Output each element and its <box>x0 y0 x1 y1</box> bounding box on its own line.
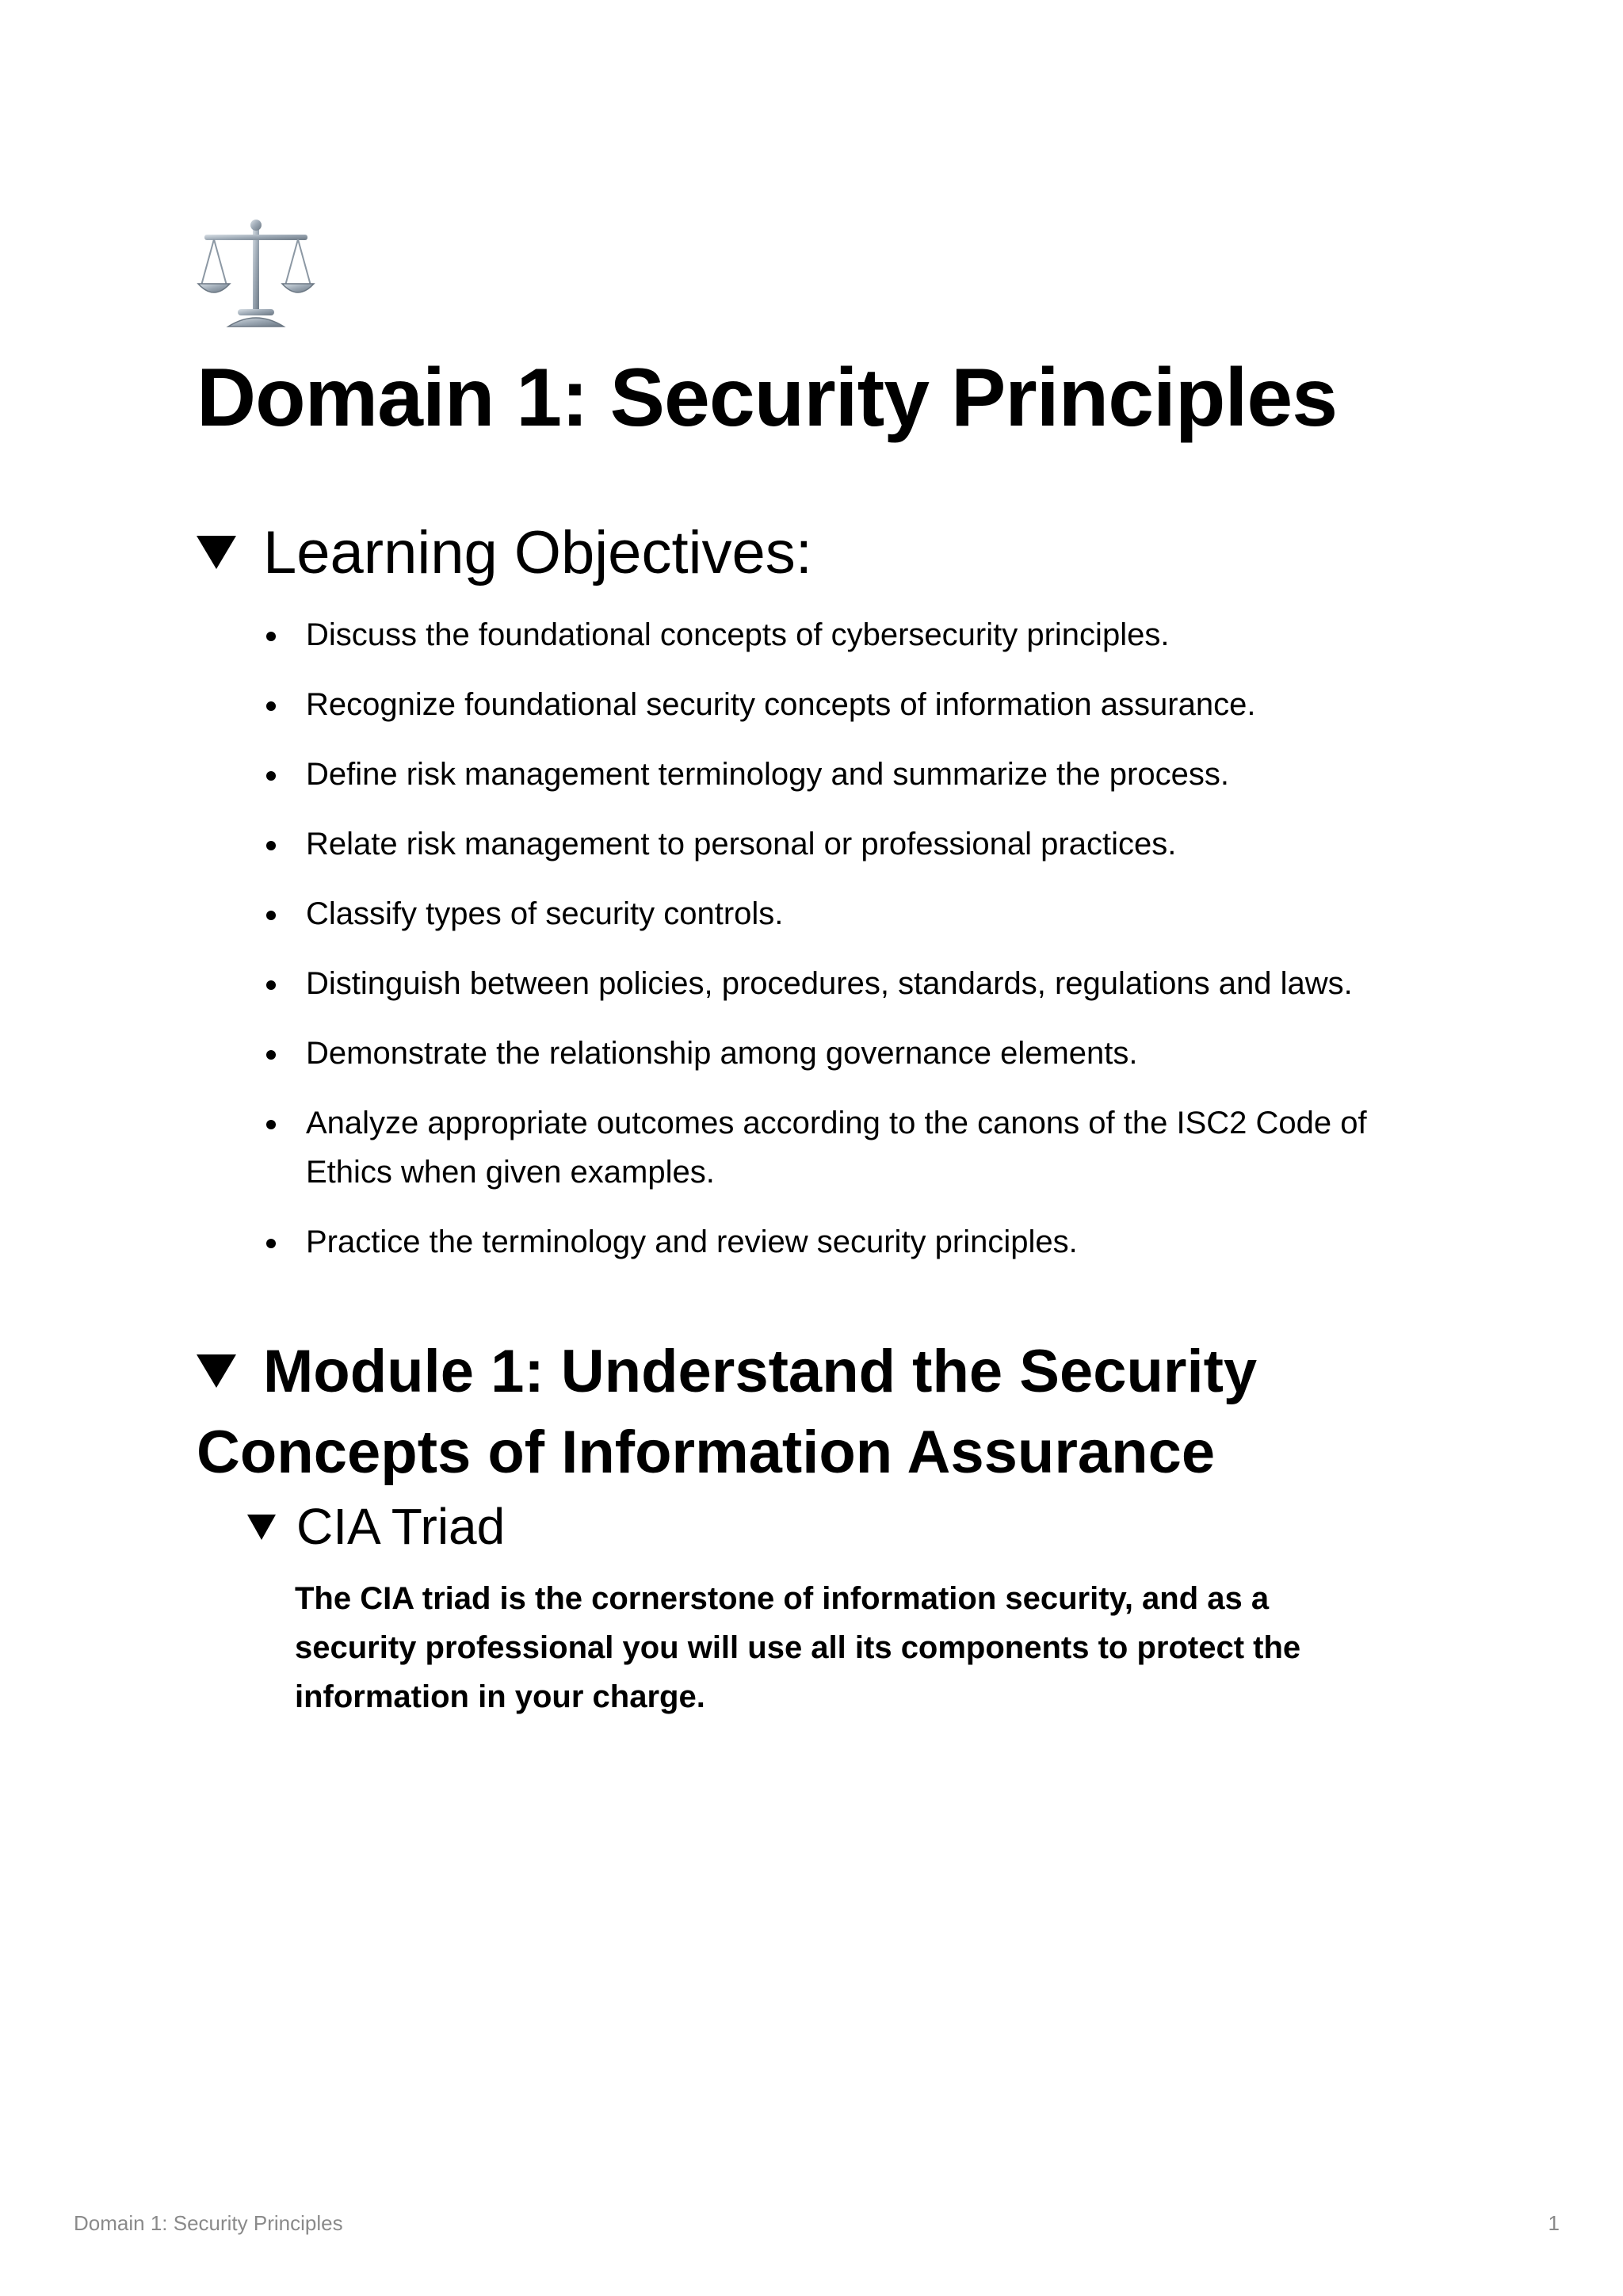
list-item: Relate risk management to personal or professional practices. <box>266 819 1392 869</box>
page-number: 1 <box>1548 2211 1560 2235</box>
list-item: Analyze appropriate outcomes according to the canons of the ISC2 Code of Ethics when given examples. <box>266 1098 1392 1197</box>
cia-triad-description: The CIA triad is the cornerstone of information security, and as a security professional you will use all its components to protect the information in your charge. <box>295 1581 1301 1714</box>
cia-triad-toggle[interactable] <box>247 1495 505 1558</box>
list-item: Recognize foundational security concepts of information assurance. <box>266 680 1392 729</box>
list-item: Practice the terminology and review security principles. <box>266 1217 1392 1266</box>
page-title: Domain 1: Security Principles <box>197 352 1338 444</box>
list-item: Discuss the foundational concepts of cybersecurity principles. <box>266 610 1392 659</box>
list-item: Distinguish between policies, procedures, standards, regulations and laws. <box>266 959 1392 1008</box>
list-item: Define risk management terminology and summarize the process. <box>266 750 1392 799</box>
learning-objectives-toggle[interactable] <box>197 514 812 593</box>
toggle-triangle-icon[interactable] <box>247 1515 276 1540</box>
balance-scale-icon <box>197 216 315 334</box>
learning-objectives-list <box>266 610 1392 1287</box>
footer-title: Domain 1: Security Principles <box>74 2211 343 2235</box>
module-1-toggle[interactable] <box>197 1331 1465 1493</box>
cia-triad-heading: CIA Triad <box>296 1498 506 1555</box>
toggle-triangle-icon[interactable] <box>197 536 236 569</box>
module-1-heading: Module 1: Understand the Security Concepts of Information Assurance <box>197 1338 1258 1486</box>
toggle-triangle-icon[interactable] <box>197 1354 236 1388</box>
list-item: Classify types of security controls. <box>266 889 1392 938</box>
list-item: Demonstrate the relationship among governance elements. <box>266 1029 1392 1078</box>
learning-objectives-heading: Learning Objectives: <box>263 519 812 586</box>
